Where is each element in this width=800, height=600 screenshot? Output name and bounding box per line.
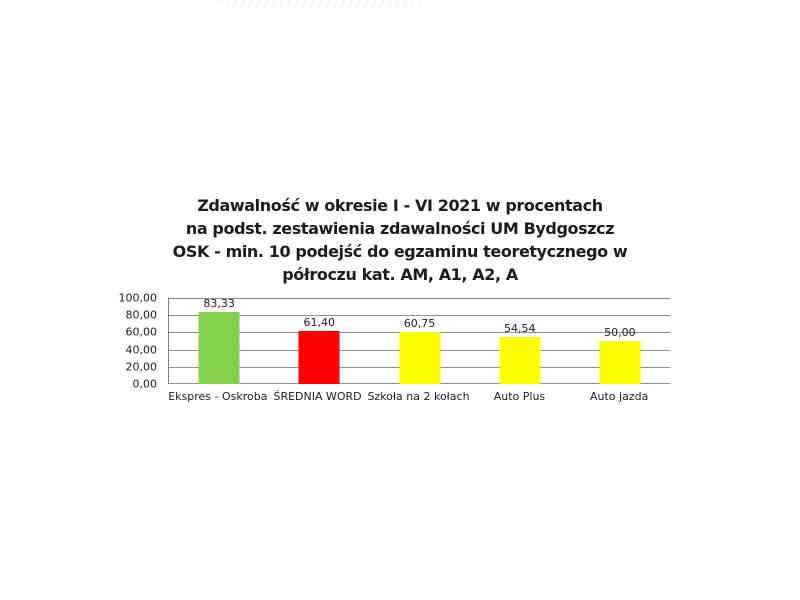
bar — [499, 322, 540, 384]
bar-chart — [100, 291, 672, 408]
y-tick-label: 40,00 — [125, 343, 157, 357]
y-tick-label: 100,00 — [118, 291, 157, 305]
bar-value-label: 50,00 — [604, 326, 636, 339]
y-tick-label: 80,00 — [125, 308, 157, 322]
chart-title-line: OSK - min. 10 podejść do egzaminu teoretycznego w — [172, 242, 628, 261]
bar-value-label: 61,40 — [303, 316, 336, 330]
bar — [399, 316, 440, 384]
category-label: ŚREDNIA WORD — [273, 390, 362, 403]
chart-title-line: Zdawalność w okresie I - VI 2021 w procentach — [197, 196, 603, 215]
chart-title — [140, 194, 660, 286]
x-axis — [168, 390, 669, 403]
bar-value-label: 83,33 — [203, 297, 235, 311]
plot-area — [168, 298, 670, 384]
y-tick-label: 60,00 — [125, 325, 157, 339]
bar — [199, 297, 240, 384]
bar-columns — [169, 298, 670, 384]
category-label: Auto jazda — [589, 390, 649, 403]
y-tick-label: 20,00 — [125, 360, 157, 374]
chart-title-line: na podst. zestawienia zdawalności UM Bydgoszcz — [185, 219, 615, 238]
bar — [299, 316, 340, 384]
chart-title-line: półroczu kat. AM, A1, A2, A — [282, 265, 518, 284]
bar-column — [169, 298, 269, 384]
category-label: Auto Plus — [493, 390, 546, 403]
category-label: Ekspres - Oskroba — [168, 390, 268, 403]
category-label: Szkoła na 2 kołach — [367, 390, 470, 403]
bar-column — [369, 298, 469, 384]
cropped-image-artifact — [220, 0, 425, 7]
bar-column — [269, 298, 369, 384]
bar — [599, 326, 640, 384]
bar-value-label: 60,75 — [403, 316, 436, 330]
bar-column — [570, 298, 670, 384]
bar-column — [470, 298, 570, 384]
y-axis — [100, 291, 157, 391]
bar-value-label: 54,54 — [503, 322, 536, 336]
y-tick-label: 0,00 — [132, 377, 157, 391]
